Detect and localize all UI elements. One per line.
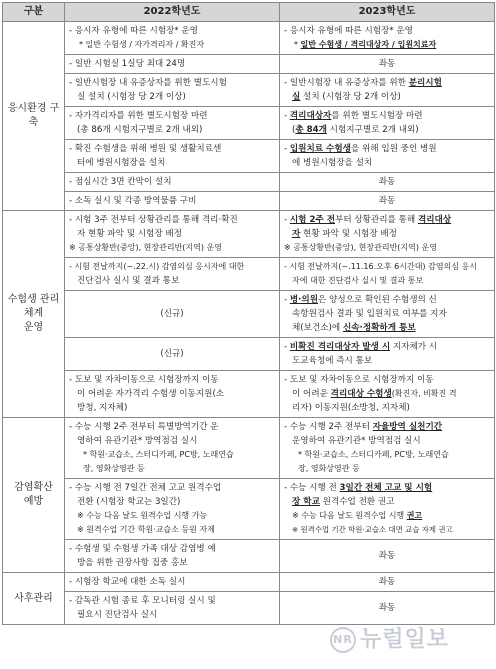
cell-2023: - 비확진 격리대상자 발생 시 지자체가 시 도교육청에 즉시 통보 — [280, 338, 495, 371]
cell-2023-same: 좌동 — [280, 540, 495, 573]
table-row — [3, 592, 495, 625]
table-row — [3, 55, 495, 74]
category-exam-environment: 응시환경 구 축 — [3, 22, 65, 211]
cell-2022-new: (신규) — [65, 291, 280, 338]
table-row — [3, 418, 495, 479]
cell-2023: - 응시자 유형에 따른 시험장* 운영 * 일반 수험생 / 격리대상자 / 입원치료자 — [280, 22, 495, 55]
watermark-text: 뉴럴일보 — [360, 627, 450, 652]
cell-2023: - 시험 전날까지(~.11.16.오후 6시간대) 감염의심 응시 자에 대한 진단검사 실시 및 결과 통보 — [280, 258, 495, 291]
cell-2023: - 도보 및 자차이동으로 시험장까지 이동 이 어려운 격리대상 수험생(확진자, 비확진 격 리자) 이동지원(소방청, 지자체) — [280, 371, 495, 418]
watermark — [330, 622, 449, 653]
table-row — [3, 479, 495, 540]
cell-2022: - 소독 실시 및 각종 방역물품 구비 — [65, 192, 280, 211]
header-2023: 2023학년도 — [280, 3, 495, 22]
cell-2023-same: 좌동 — [280, 55, 495, 74]
cell-2022-new: (신규) — [65, 338, 280, 371]
table-row — [3, 74, 495, 107]
cell-2023-same: 좌동 — [280, 573, 495, 592]
cell-2023-same: 좌동 — [280, 192, 495, 211]
cell-2023-same: 좌동 — [280, 173, 495, 192]
header-category: 구분 — [3, 3, 65, 22]
cell-2023: - 일반시험장 내 유증상자를 위한 분리시험 실 설치 (시험장 당 2개 이상) — [280, 74, 495, 107]
cell-2022: - 시험 전날까지(~.22.시) 감염의심 응시자에 대한 진단검사 실시 및 결과 통보 — [65, 258, 280, 291]
cell-2023-same: 좌동 — [280, 592, 495, 625]
table-row — [3, 107, 495, 140]
category-infection-prevention: 감염확산 예방 — [3, 418, 65, 573]
cell-2022: - 일반시험장 내 유증상자를 위한 별도시험 실 설치 (시험장 당 2개 이상) — [65, 74, 280, 107]
header-2022: 2022학년도 — [65, 3, 280, 22]
table-row — [3, 258, 495, 291]
cell-2022: - 확진 수험생을 위해 병원 및 생활치료센 터에 병원시험장을 설치 — [65, 140, 280, 173]
table-row — [3, 371, 495, 418]
cell-2023: - 시험 2주 전부터 상황관리를 통해 격리대상 자 현황 파악 및 시험장 배정 ※ 공통상황반(중앙), 현장관리반(지역) 운영 — [280, 211, 495, 258]
comparison-table — [2, 2, 495, 625]
table-row — [3, 22, 495, 55]
cell-2023: - 입원치료 수험생을 위해 입원 중인 병원 에 병원시험장을 설치 — [280, 140, 495, 173]
header-row — [3, 3, 495, 22]
cell-2022: - 응시자 유형에 따른 시험장* 운영 * 일반 수험생 / 자가격리자 / 확진자 — [65, 22, 280, 55]
cell-2022: - 감독관 시험 종료 후 모니터링 실시 및 필요시 진단검사 실시 — [65, 592, 280, 625]
cell-2022: - 시험장 학교에 대한 소독 실시 — [65, 573, 280, 592]
category-follow-up: 사후관리 — [3, 573, 65, 625]
cell-2023: - 수능 시행 2주 전부터 자율방역 실천기간 운영하여 유관기관* 방역점검 실시 * 학원·교습소, 스터디카페, PC방, 노래연습 장, 영화상영관 등 — [280, 418, 495, 479]
cell-2022: - 수능 시행 전 7일간 전체 고교 원격수업 전환 (시험장 학교는 3일간) ※ 수능 다음 날도 원격수업 시행 가능 ※ 원격수업 기간 학원·교습소 등원 자제 — [65, 479, 280, 540]
table-row — [3, 173, 495, 192]
table-row — [3, 192, 495, 211]
watermark-logo: NR — [330, 627, 356, 653]
cell-2023: - 수능 시행 전 3일간 전체 고교 및 시험 장 학교 원격수업 전환 권고 ※ 수능 다음 날도 원격수업 시행 권고 ※ 원격수업 기간 학원·교습소 대면 교습 자제 권고 — [280, 479, 495, 540]
table-row — [3, 540, 495, 573]
category-student-management: 수험생 관리 체계 운영 — [3, 211, 65, 418]
table-row — [3, 291, 495, 338]
table-row — [3, 211, 495, 258]
cell-2022: - 수험생 및 수험생 가족 대상 감염병 예 방을 위한 권장사항 집중 홍보 — [65, 540, 280, 573]
cell-2022: - 일반 시험실 1실당 최대 24명 — [65, 55, 280, 74]
cell-2022: - 자가격리자를 위한 별도시험장 마련 (총 86개 시험지구별로 2개 내외) — [65, 107, 280, 140]
table-row — [3, 338, 495, 371]
cell-2022: - 수능 시행 2주 전부터 특별방역기간 운 영하여 유관기관* 방역점검 실시 * 학원·교습소, 스터디카페, PC방, 노래연습 장, 영화상영관 등 — [65, 418, 280, 479]
cell-2022: - 점심시간 3면 칸막이 설치 — [65, 173, 280, 192]
table-row — [3, 573, 495, 592]
cell-2023: - 병·의원은 양성으로 확인된 수험생의 신 속항원검사 결과 및 입원치료 여부를 지자 체(보건소)에 신속·정확하게 통보 — [280, 291, 495, 338]
table-row — [3, 140, 495, 173]
cell-2022: - 도보 및 자차이동으로 시험장까지 이동 이 어려운 자가격리 수험생 이동지원(소 방청, 지자체) — [65, 371, 280, 418]
cell-2023: - 격리대상자를 위한 별도시험장 마련 (총 84개 시험지구별로 2개 내외) — [280, 107, 495, 140]
cell-2022: - 시험 3주 전부터 상황관리를 통해 격리·확진 자 현황 파악 및 시험장 배정 ※ 공통상황반(중앙), 현장관리반(지역) 운영 — [65, 211, 280, 258]
